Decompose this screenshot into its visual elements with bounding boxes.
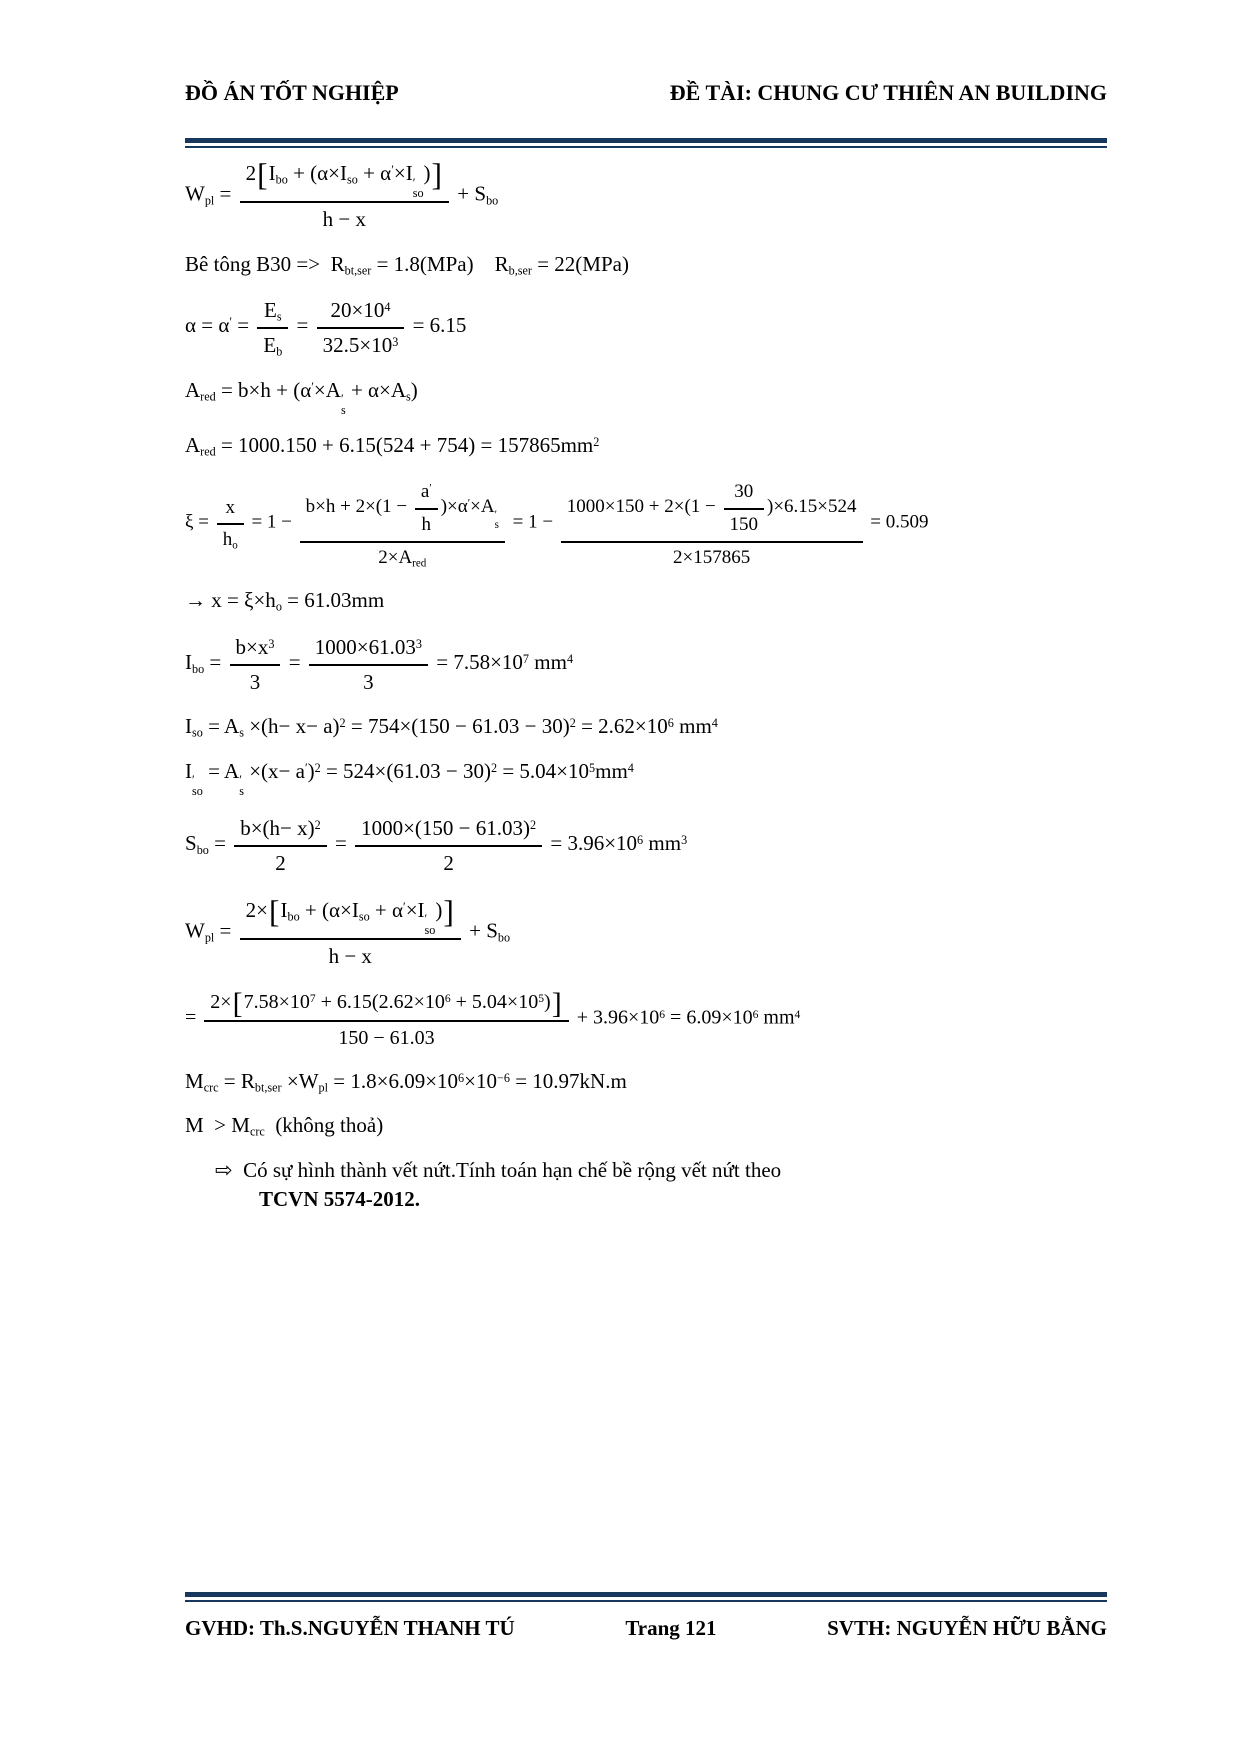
formula-line: TCVN 5574-2012. — [259, 1187, 420, 1212]
formula-line: I ′ so = A ′ s $\times(x- a')^2 = 524\times(61.03 - 30)^2 = 5.04\times 10^5mm^4$ — [185, 758, 634, 798]
formula-line: $S_{bo}$ = $\frac{b\times(h- x)^2}{2}$ = $\frac{1000\times(150 - 61.03)^2}{2}$ = $3.96\times 10^6$ $mm^3$ — [185, 813, 1120, 878]
formula-line: α = α′ = $\frac{E_s}{E_b}$ = $\frac{20\times 10^4}{32.5\times 10^3}$ = 6.15 — [185, 295, 1120, 360]
formula-line: Bê tông $B30 => R_{bt,ser} = 1.8(MPa)$ $R_{b,ser} = 22(MPa)$ — [185, 251, 629, 278]
header-rule — [185, 138, 1107, 148]
footer-page-number: Trang 121 — [625, 1616, 717, 1640]
header-rule-thick-line — [185, 138, 1107, 143]
footer-rule-thick-line — [185, 1592, 1107, 1597]
header-right-title: ĐỀ TÀI: CHUNG CƯ THIÊN AN BUILDING — [669, 80, 1107, 105]
page-footer — [185, 1616, 1107, 1641]
page-header — [185, 80, 1107, 106]
footer-rule — [185, 1592, 1107, 1602]
formula-line: $A_{red} = b\times h + (\alpha'\times A$ ′ s + $\alpha\times A_s$) — [185, 377, 418, 417]
formula-line: = $\frac{2\times[7.58\times 10^7 + 6.15(2.62\times 10^6 + 5.04\times 10^5)]}{150 - 61.03}$ + $3.96\times 10^6 = 6.09\times 10^6$ $mm^4$ — [185, 987, 801, 1050]
formula-line: $A_{red} = 1000.150 + 6.15(524 + 754) = 157865mm^2$ — [185, 433, 600, 459]
formula-line: ⇨ Có sự hình thành vết nứt.Tính toán hạn chế bề rộng vết nứt theo — [215, 1157, 782, 1182]
formula-line: ξ = $\frac{x}{h_o}$ = 1 − b×h + 2×(1 − $\frac{a'}{h}$ )×α′×A ′ s $2\times A_{red}$ = 1 − 1000×150 + 2×(1 − $\frac{30}{150}$ )×6.15×524 2×157865 = 0.509 — [185, 476, 1120, 570]
header-rule-thin-line — [185, 146, 1107, 148]
document-body — [185, 152, 1120, 1230]
formula-line: → $x = \xi\times h_o = 61.03mm$ — [185, 588, 385, 614]
formula-line: $W_{pl}$ = $2[I_{bo} + (\alpha\times I_{so} + \alpha'\times I$ ′ so )] h − x + $S_{bo}$ — [185, 157, 499, 232]
header-left-title: ĐỒ ÁN TỐT NGHIỆP — [185, 80, 399, 105]
formula-line: $I_{so} = A_s \times(h- x- a)^2 = 754\times(150 - 61.03 - 30)^2 = 2.62\times 10^6$ $mm^4$ — [185, 714, 718, 740]
formula-line: $M > M_{crc}$ (không thoả) — [185, 1113, 384, 1140]
formula-line: $W_{pl}$ = $2\times[I_{bo} + (\alpha\times I_{so} + \alpha'\times I$ ′ so )] h − x + $S_{bo}$ — [185, 893, 511, 968]
formula-line: $I_{bo}$ = $\frac{b\times x^3}{3}$ = $\frac{1000\times 61.03^3}{3}$ = $7.58\times 10^7$ $mm^4$ — [185, 632, 1120, 697]
footer-rule-thin-line — [185, 1600, 1107, 1602]
footer-student: SVTH: NGUYỄN HỮU BẰNG — [827, 1616, 1107, 1640]
formula-line: $M_{crc} = R_{bt,ser} \times W_{pl} = 1.8\times 6.09\times 10^6\times 10^{-6} = 10.97kN.m$ — [185, 1069, 627, 1095]
footer-advisor: GVHD: Th.S.NGUYỄN THANH TÚ — [185, 1616, 515, 1640]
